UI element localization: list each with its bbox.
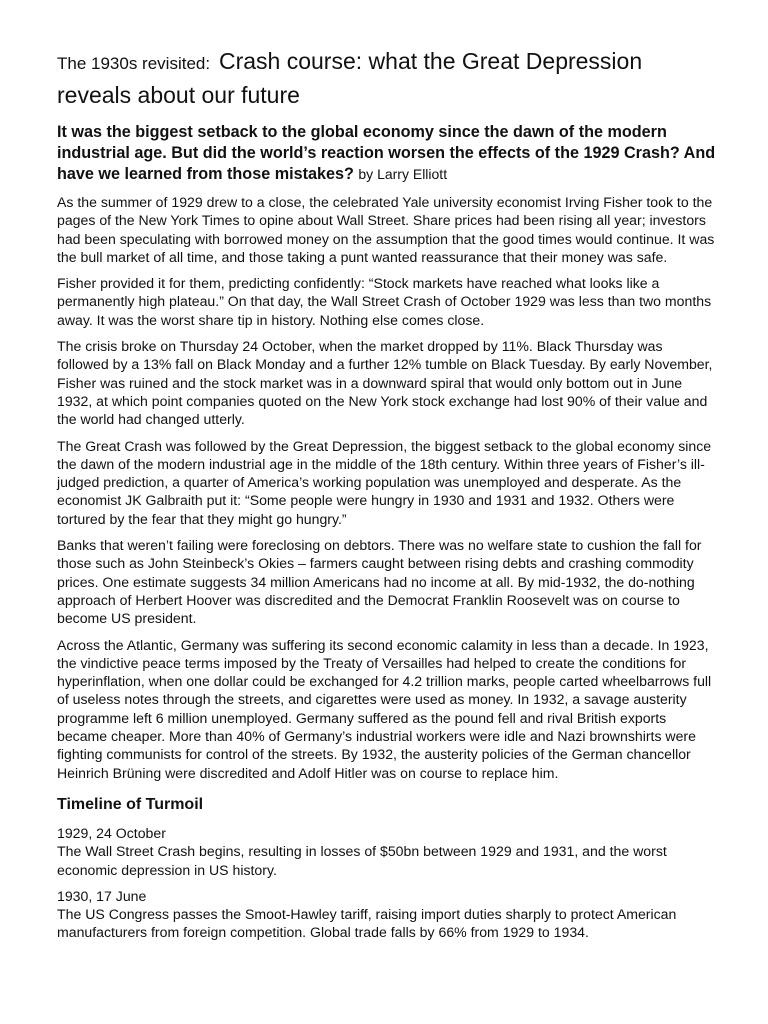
standfirst-text: It was the biggest setback to the global economy since the dawn of the modern industrial age. But did the world’s reaction worsen the effects of the 1929 Crash? And have we learned from those mistakes? — [57, 123, 716, 183]
article-kicker: The 1930s revisited: — [57, 54, 211, 73]
timeline-entry — [57, 887, 718, 942]
body-paragraph-2: Fisher provided it for them, predicting confidently: “Stock markets have reached what looks like a permanently high plateau.” On that day, the Wall Street Crash of October 1929 was less than two months away. It was the worst share tip in history. Nothing else comes close. — [57, 275, 712, 328]
article-headline: Crash course: what the Great Depression reveals about our future — [57, 48, 643, 108]
timeline-entry — [57, 824, 718, 879]
article-byline: by Larry Elliott — [358, 166, 448, 182]
body-paragraph-5: Banks that weren’t failing were foreclosing on debtors. There was no welfare state to cushion the fall for those such as John Steinbeck’s Okies – farmers caught between rising debts and crashing commodity prices. One estimate suggests 34 million Americans had no income at all. By mid-1932, the do-nothing approach of Herbert Hoover was discredited and the Democrat Franklin Roosevelt was on course to become US president. — [57, 537, 702, 627]
timeline-date: 1930, 17 June — [57, 887, 147, 904]
article-standfirst — [57, 122, 718, 185]
timeline-heading: Timeline of Turmoil — [57, 795, 204, 813]
body-paragraph-3: The crisis broke on Thursday 24 October, when the market dropped by 11%. Black Thursday was followed by a 13% fall on Black Monday and a further 12% tumble on Black Tuesday. By early November, Fisher was ruined and the stock market was in a downward spiral that would only bottom out in June 1932, at which point companies quoted on the New York stock exchange had lost 90% of their value and the world had changed utterly. — [57, 338, 713, 428]
timeline-date: 1929, 24 October — [57, 824, 166, 841]
body-paragraph-6: Across the Atlantic, Germany was suffering its second economic calamity in less than a decade. In 1923, the vindictive peace terms imposed by the Treaty of Versailles had helped to create the conditions for hyperinflation, when one dollar could be exchanged for 4.2 trillion marks, people carted wheelbarrows full of useless notes through the streets, and cigarettes were used as money. In 1932, a savage austerity programme left 6 million unemployed. Germany suffered as the pound fell and rival British exports became cheaper. More than 40% of Germany’s industrial workers were idle and Nazi brownshirts were fighting communists for control of the streets. By 1932, the austerity policies of the German chancellor Heinrich Brüning were discredited and Adolf Hitler was on course to replace him. — [57, 636, 712, 781]
timeline-text: The US Congress passes the Smoot-Hawley tariff, raising import duties sharply to protect American manufacturers from foreign competition. Global trade falls by 66% from 1929 to 1934. — [57, 906, 677, 941]
article-title — [57, 44, 718, 110]
body-paragraph-1: As the summer of 1929 drew to a close, the celebrated Yale university economist Irving Fisher took to the pages of the New York Times to opine about Wall Street. Share prices had been rising all year; investors had been speculating with borrowed money on the assumption that the good times would continue. It was the bull market of all time, and those taking a punt wanted reassurance that their money was safe. — [57, 194, 715, 265]
timeline-text: The Wall Street Crash begins, resulting in losses of $50bn between 1929 and 1931, and the worst economic depression in US history. — [57, 843, 667, 878]
body-paragraph-4: The Great Crash was followed by the Great Depression, the biggest setback to the global economy since the dawn of the modern industrial age in the middle of the 18th century. Within three years of Fisher’s ill-judged prediction, a quarter of America’s working population was unemployed and desperate. As the economist JK Galbraith put it: “Some people were hungry in 1930 and 1931 and 1932. Others were tortured by the fear that they might go hungry.” — [57, 437, 712, 527]
